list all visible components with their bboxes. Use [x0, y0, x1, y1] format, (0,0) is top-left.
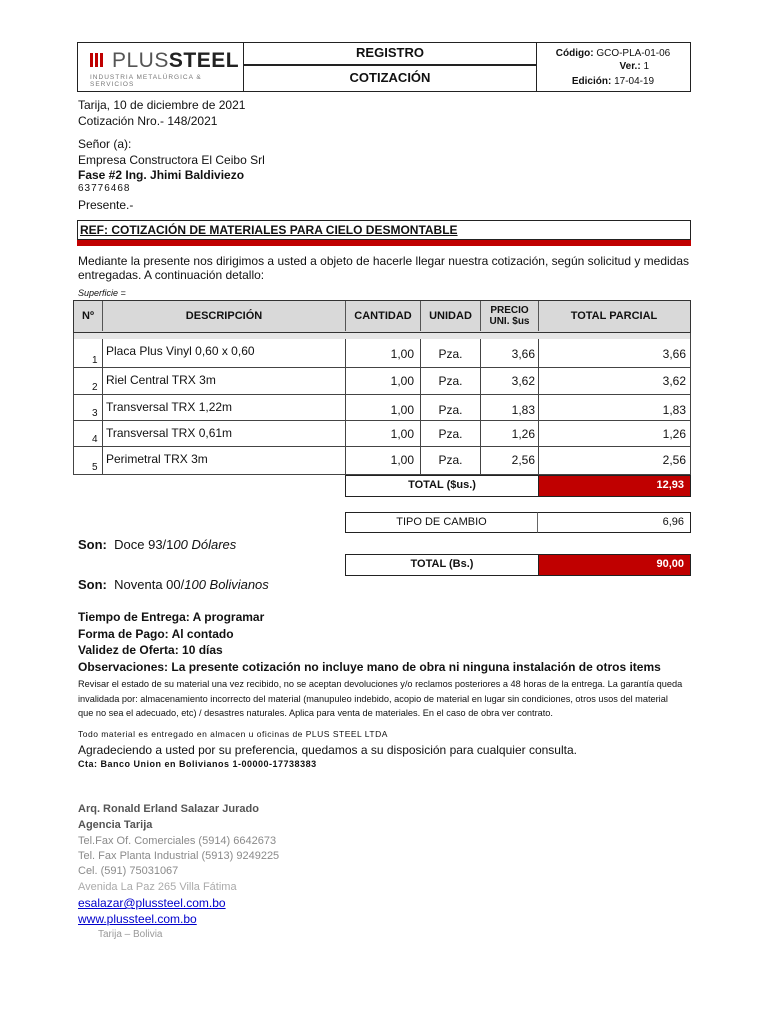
logo-subtitle: INDUSTRIA METALÚRGICA & SERVICIOS: [90, 74, 202, 88]
exchange-label-cell: [345, 512, 538, 533]
client-phone: 63776468: [78, 183, 131, 194]
th-unit: UNIDAD: [421, 301, 481, 331]
cell-unit: Pza.: [420, 368, 480, 395]
payment-method: Forma de Pago: Al contado: [78, 627, 234, 641]
exchange-value-cell: [538, 512, 691, 533]
presente: Presente.-: [78, 198, 134, 212]
title-block: [244, 43, 537, 91]
th-unit-price: PRECIO UNI. $us: [481, 301, 539, 331]
cell-total: 1,26: [538, 421, 691, 447]
cell-price: 3,62: [480, 368, 538, 395]
cell-num: 4: [73, 421, 102, 447]
th-description: DESCRIPCIÓN: [103, 301, 346, 331]
email-link[interactable]: esalazar@plussteel.com.bo: [78, 896, 226, 910]
exchange-value: 6,96: [662, 516, 684, 528]
logo-text: PLUSSTEEL: [112, 49, 240, 72]
review-line-2: invalidada por: almacenamiento incorrecto del material (manupuleo indebido, acopio de material en lugar sin condiciones, otros usos del material: [78, 694, 668, 704]
logo-mark-icon: [90, 53, 105, 72]
cell-total: 3,66: [538, 339, 691, 368]
salutation: Señor (a):: [78, 137, 132, 151]
ref-title: REF: COTIZACIÓN DE MATERIALES PARA CIELO DESMONTABLE: [80, 223, 458, 237]
cell-unit: Pza.: [420, 421, 480, 447]
cell-qty: 1,00: [345, 447, 420, 475]
title-cotizacion: COTIZACIÓN: [349, 70, 431, 85]
th-num: Nº: [74, 301, 103, 331]
code-block: [537, 43, 689, 91]
total-bs-value: 90,00: [656, 558, 684, 570]
cell-total: 3,62: [538, 368, 691, 395]
cell-qty: 1,00: [345, 339, 420, 368]
address: Avenida La Paz 265 Villa Fátima: [78, 881, 237, 893]
table-header: [73, 300, 691, 333]
signer-agency: Agencia Tarija: [78, 819, 153, 831]
cell-desc: Perimetral TRX 3m: [102, 447, 345, 475]
client-company: Empresa Constructora El Ceibo Srl: [78, 153, 265, 167]
ref-box: [77, 220, 691, 240]
tel-office: Tel.Fax Of. Comerciales (5914) 6642673: [78, 835, 277, 847]
surface-label: Superficie =: [78, 288, 126, 298]
cell-num: 1: [73, 339, 102, 368]
offer-validity: Validez de Oferta: 10 días: [78, 643, 223, 657]
cell-desc: Transversal TRX 0,61m: [102, 421, 345, 447]
cell-desc: Placa Plus Vinyl 0,60 x 0,60: [102, 339, 345, 368]
total-bs-label-cell: [345, 554, 538, 576]
cell-price: 1,83: [480, 395, 538, 421]
bank-account: Cta: Banco Union en Bolivianos 1-00000-17738383: [78, 759, 317, 769]
cell-qty: 1,00: [345, 368, 420, 395]
logo-block: [78, 43, 244, 91]
document-header: [77, 42, 691, 92]
letter-date: Tarija, 10 de diciembre de 2021: [78, 98, 246, 112]
cell-total: 1,83: [538, 395, 691, 421]
cellphone: Cel. (591) 75031067: [78, 865, 179, 877]
thanks-note: Agradeciendo a usted por su preferencia, quedamos a su disposición para cualquier consulta.: [78, 743, 577, 757]
title-divider: [244, 64, 536, 66]
tel-plant: Tel. Fax Planta Industrial (5913) 9249225: [78, 850, 280, 862]
delivery-time: Tiempo de Entrega: A programar: [78, 610, 265, 624]
review-line-3: que no sea el adecuado, etc) / desastres naturales. Aplica para venta de materiales. En el caso de obra ver contrato.: [78, 708, 553, 718]
cell-num: 3: [73, 395, 102, 421]
son-usd: Son: Doce 93/100 Dólares: [78, 537, 237, 552]
total-bs-label: TOTAL (Bs.): [410, 558, 474, 570]
total-usd-value-cell: [538, 475, 691, 497]
total-usd-value: 12,93: [656, 479, 684, 491]
edition-line: Edición: 17-04-19: [571, 76, 655, 87]
th-quantity: CANTIDAD: [346, 301, 421, 331]
cell-unit: Pza.: [420, 339, 480, 368]
total-usd-label: TOTAL ($us.): [408, 479, 476, 491]
version-line: Ver.: 1: [619, 61, 649, 72]
cell-price: 3,66: [480, 339, 538, 368]
exchange-label: TIPO DE CAMBIO: [396, 516, 487, 528]
total-bs-value-cell: [538, 554, 691, 576]
intro-line-2: entregadas. A continuación detallo:: [78, 268, 265, 282]
cell-price: 1,26: [480, 421, 538, 447]
son-bs: Son: Noventa 00/100 Bolivianos: [78, 577, 269, 592]
cell-total: 2,56: [538, 447, 691, 475]
website-link[interactable]: www.plussteel.com.bo: [78, 912, 197, 926]
delivery-note: Todo material es entregado en almacen u oficinas de PLUS STEEL LTDA: [78, 729, 388, 739]
cell-unit: Pza.: [420, 447, 480, 475]
cell-num: 5: [73, 447, 102, 475]
observations: Observaciones: La presente cotización no incluye mano de obra ni ninguna instalación de otros items: [78, 660, 661, 674]
intro-line-1: Mediante la presente nos dirigimos a usted a objeto de hacerle llegar nuestra cotización, según solicitud y medidas: [78, 254, 690, 268]
cell-desc: Transversal TRX 1,22m: [102, 395, 345, 421]
cell-price: 2,56: [480, 447, 538, 475]
total-usd-label-cell: [345, 475, 538, 497]
cell-num: 2: [73, 368, 102, 395]
cell-unit: Pza.: [420, 395, 480, 421]
cell-qty: 1,00: [345, 421, 420, 447]
code-line: Código: GCO-PLA-01-06: [555, 48, 671, 59]
signer-name: Arq. Ronald Erland Salazar Jurado: [78, 803, 259, 815]
city: Tarija – Bolivia: [98, 929, 163, 940]
cell-qty: 1,00: [345, 395, 420, 421]
client-contact: Fase #2 Ing. Jhimi Baldiviezo: [78, 168, 245, 182]
title-registro: REGISTRO: [356, 45, 424, 60]
review-line-1: Revisar el estado de su material una vez recibido, no se aceptan devoluciones y/o reclamos posteriores a 48 horas de la entrega. La garantía queda: [78, 679, 683, 689]
quote-number: Cotización Nro.- 148/2021: [78, 114, 218, 128]
cell-desc: Riel Central TRX 3m: [102, 368, 345, 395]
th-total: TOTAL PARCIAL: [570, 310, 658, 322]
ref-red-bar: [77, 240, 691, 246]
